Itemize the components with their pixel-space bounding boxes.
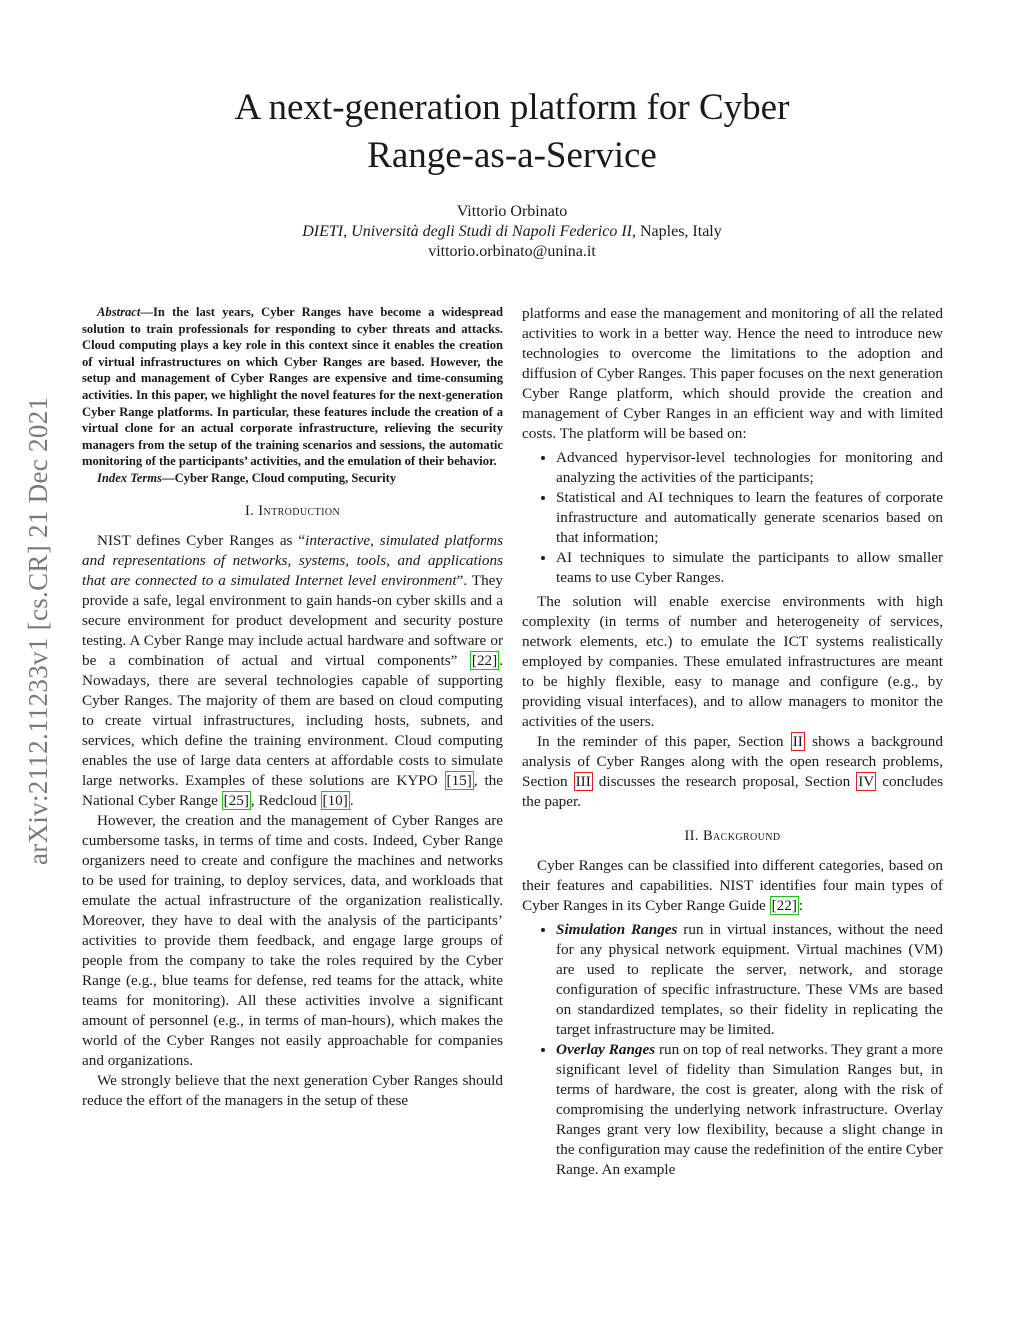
list-item: • Statistical and AI techniques to learn the features of corporate infrastructure and automatically generate scenarios based on that information; <box>556 488 943 548</box>
reminder-text: shows a background analysis of Cyber Ranges along with the open research problems, Section <box>522 733 943 790</box>
list-item <box>556 1040 943 1180</box>
background-text: Cyber Ranges can be classified into different categories, based on their features and capabilities. NIST identifies four main types of Cyber Ranges in its Cyber Range Guide <box>522 857 943 914</box>
intro-paragraph-3-cont: platforms and ease the management and monitoring of all the related activities to work in a better way. Hence the need to introduce new technologies to overcome the limitations to the adoption and diffusion of Cyber Ranges. This paper focuses on the next generation Cyber Range platform, which should provide the creation and management of Cyber Ranges in an efficient way and with limited costs. The platform will be based on: <box>522 305 943 442</box>
range-type-label: Simulation Ranges <box>556 921 678 938</box>
affiliation <box>0 222 1024 242</box>
solution-paragraph: The solution will enable exercise environments with high complexity (in terms of number and heterogeneity of services, network elements, etc.) to emulate the ICT systems realistically employed by companies. These emulated infrastructures are meant to be highly flexible, easy to manage and configure (e.g., by providing visual interfaces), and to allow managers to monitor the activities of the users. <box>522 593 943 730</box>
intro-text: . Nowadays, there are several technologies capable of supporting Cyber Ranges. The majority of them are based on cloud computing to create virtual infrastructures, including hosts, subnets, and services, which define the training environment. Cloud computing enables the use of large data centers at affordable costs to simulate large networks. Examples of these solutions are KYPO <box>82 651 503 789</box>
citation-link[interactable]: [15] <box>446 771 472 789</box>
right-column <box>522 304 943 1184</box>
citation-link[interactable]: [10] <box>322 791 348 809</box>
section-link[interactable]: IV <box>858 773 875 790</box>
background-text: : <box>798 897 804 914</box>
intro-paragraph-1 <box>82 531 503 811</box>
abstract-text: —In the last years, Cyber Ranges have become a widespread solution to train professionals for responding to cyber threats and attacks. Cloud computing plays a key role in this context since it enables the creation of virtual infrastructures on which Cyber Ranges are based. However, the setup and management of Cyber Ranges are expensive and time-consuming activities. In this paper, we highlight the novel features for the next-generation Cyber Range platforms. In particular, these features include the creation of a virtual clone for an actual corporate infrastructure, relieving the security managers from the setup of the training scenarios and sessions, the automatic monitoring of the participants’ activities, and the emulation of their behavior. <box>82 305 503 469</box>
affiliation-institution: DIETI, Università degli Studi di Napoli Federico II <box>302 223 632 240</box>
intro-text: , the National Cyber Range <box>82 771 504 809</box>
abstract-label: Abstract <box>97 305 141 319</box>
range-type-text: run on top of real networks. They grant a more significant level of fidelity than Simulation Ranges but, in terms of hardware, the cost is greater, along with the risk of compromising the underlying network infrastructure. Overlay Ranges grant very low flexibility, because a slight change in the configuration may cause the redefinition of the entire Cyber Range. An example <box>556 1041 943 1178</box>
reminder-paragraph <box>522 732 943 812</box>
background-paragraph-1 <box>522 856 943 916</box>
left-column <box>82 304 503 1111</box>
intro-text: ”. They provide a safe, legal environment to gain hands-on cyber skills and a secure environment for product development and security posture testing. A Cyber Range may include actual hardware and software or be a combination of actual and virtual components” <box>82 571 503 669</box>
citation-link[interactable]: [22] <box>471 651 498 669</box>
intro-paragraph-2: However, the creation and the management of Cyber Ranges are cumbersome tasks, in terms of time and costs. Indeed, Cyber Range organizers need to create and configure the machines and networks to be used for training, to deploy services, data, and workloads that emulate the actual infrastructure of the organization realistically. Moreover, they have to deal with the analysis of the participants’ activities to provide them feedback, and engage large groups of people from the company to take the roles required by the Cyber Range (e.g., blue teams for defense, red teams for the attack, white teams for monitoring). All these activities involve a significant amount of personnel (e.g., in terms of man-hours), which makes the world of the Cyber Ranges not easily approachable for companies and organizations. <box>82 811 503 1069</box>
list-item <box>556 920 943 1040</box>
section-link[interactable]: II <box>792 733 803 750</box>
list-item: • AI techniques to simulate the participants to allow smaller teams to use Cyber Ranges. <box>556 548 943 588</box>
author-name: Vittorio Orbinato <box>456 203 568 220</box>
reminder-text: concludes the paper. <box>522 773 943 810</box>
index-terms-label: Index Terms <box>97 470 162 485</box>
intro-paragraph-3: We strongly believe that the next generation Cyber Ranges should reduce the effort of the managers in the setup of these <box>82 1071 503 1109</box>
intro-text: NIST defines Cyber Ranges as “ <box>97 531 306 549</box>
section-heading-introduction: I. Introduction <box>244 502 341 519</box>
platform-features-list <box>522 448 943 588</box>
author-block <box>0 202 1024 262</box>
range-types-list <box>522 920 943 1180</box>
paper-title <box>0 84 1024 180</box>
index-terms-text: —Cyber Range, Cloud computing, Security <box>161 470 397 485</box>
nist-quote: interactive, simulated platforms and representations of networks, systems, tools, and applications that are connected to a simulated Internet level environment <box>82 531 503 589</box>
title-line-2: Range-as-a-Service <box>367 135 657 176</box>
index-terms <box>82 470 503 487</box>
range-type-label: Overlay Ranges <box>556 1041 656 1058</box>
title-line-1: A next-generation platform for Cyber <box>234 87 790 128</box>
reminder-text: discusses the research proposal, Section <box>592 773 857 790</box>
citation-link[interactable]: [25] <box>223 791 249 809</box>
author-email: vittorio.orbinato@unina.it <box>428 243 596 260</box>
range-type-text: run in virtual instances, without the need for any physical network equipment. Virtual machines (VM) are used to replicate the server, network, and storage configuration of specific infrastructure. These VMs are based on standardized templates, so their fidelity in replicating the target infrastructure may be limited. <box>556 921 943 1038</box>
abstract <box>82 304 503 470</box>
list-item: • Advanced hypervisor-level technologies for monitoring and analyzing the activities of the participants; <box>556 448 943 488</box>
reminder-text: In the reminder of this paper, Section <box>537 733 791 750</box>
section-heading-background: II. Background <box>684 828 781 844</box>
arxiv-identifier: arXiv:2112.11233v1 [cs.CR] 21 Dec 2021 <box>23 396 53 865</box>
section-link[interactable]: III <box>575 773 591 790</box>
affiliation-place: , Naples, Italy <box>631 223 722 240</box>
intro-text: . <box>349 791 354 809</box>
intro-text: , Redcloud <box>250 791 321 809</box>
citation-link[interactable]: [22] <box>771 897 797 914</box>
